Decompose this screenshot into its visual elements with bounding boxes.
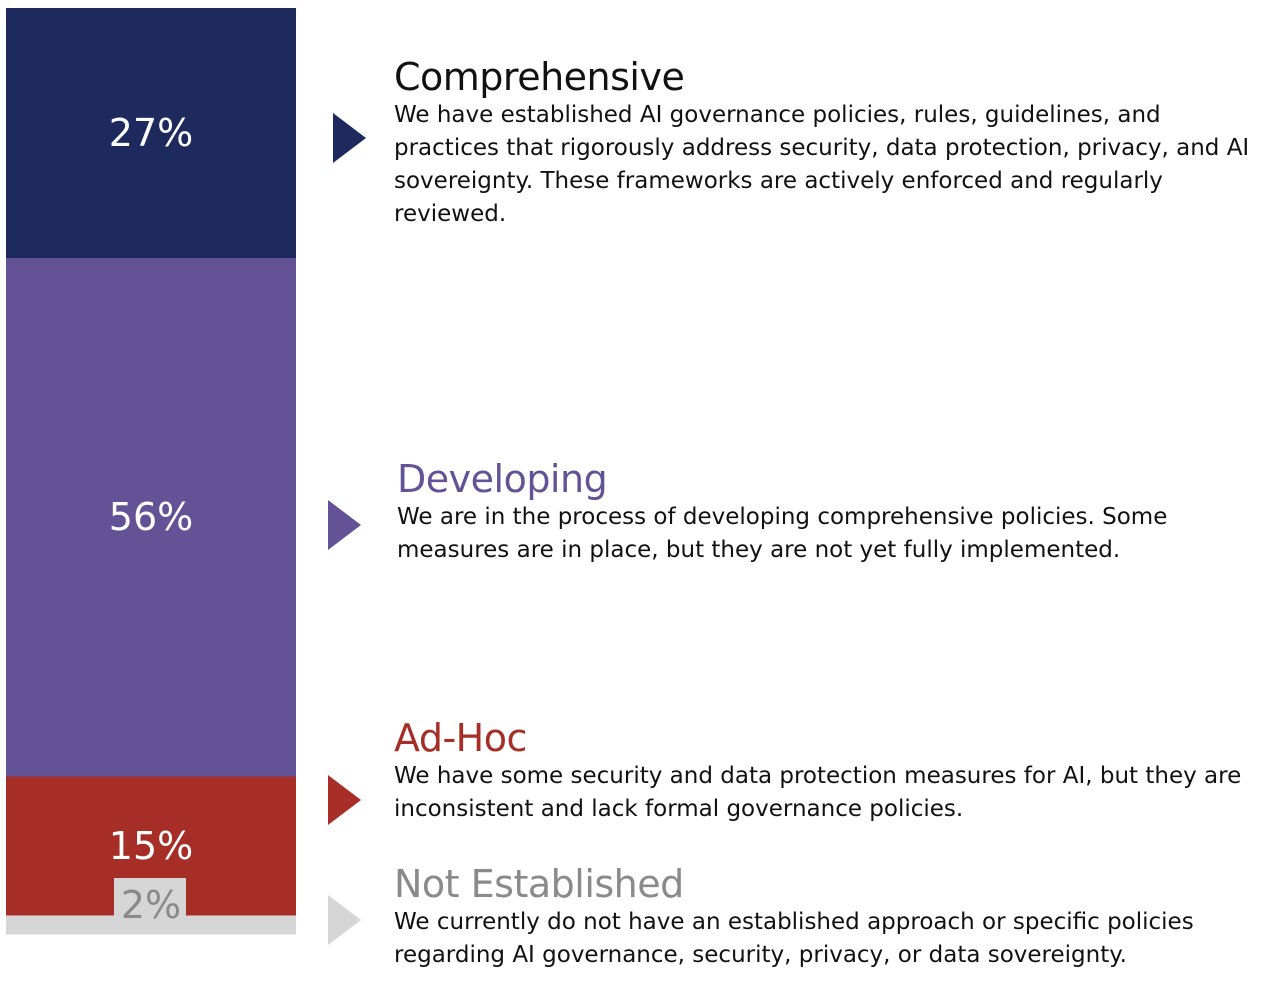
data-label-4: 2% [120,883,182,927]
category-description: We are in the process of developing comprehensive policies. Some measures are in place, but they are not yet fully implemented. [397,504,1168,563]
data-label-1: 27% [108,111,194,155]
data-label-2: 56% [108,495,194,540]
category-title: Ad-Hoc [394,716,527,760]
category-block-2 [397,457,1257,567]
category-description: We have established AI governance policies, rules, guidelines, and practices that rigorously address security, data protection, privacy, and AI sovereignty. These frameworks are actively enforced and regularly reviewed. [394,102,1250,227]
category-title: Comprehensive [394,55,685,99]
category-block-4 [394,862,1254,972]
category-title: Developing [397,457,608,501]
pointer-arrow-icon [328,895,361,945]
category-description: We currently do not have an established approach or specific policies regarding AI governance, security, privacy, or data sovereignty. [394,909,1194,968]
category-block-1 [394,55,1254,231]
category-title: Not Established [394,862,684,906]
category-description: We have some security and data protection measures for AI, but they are inconsistent and lack formal governance policies. [394,763,1242,822]
pointer-arrow-icon [328,500,361,550]
category-block-3 [394,716,1254,826]
pointer-arrow-icon [333,113,366,163]
data-label-3: 15% [108,824,194,869]
pointer-arrow-icon [328,775,361,825]
